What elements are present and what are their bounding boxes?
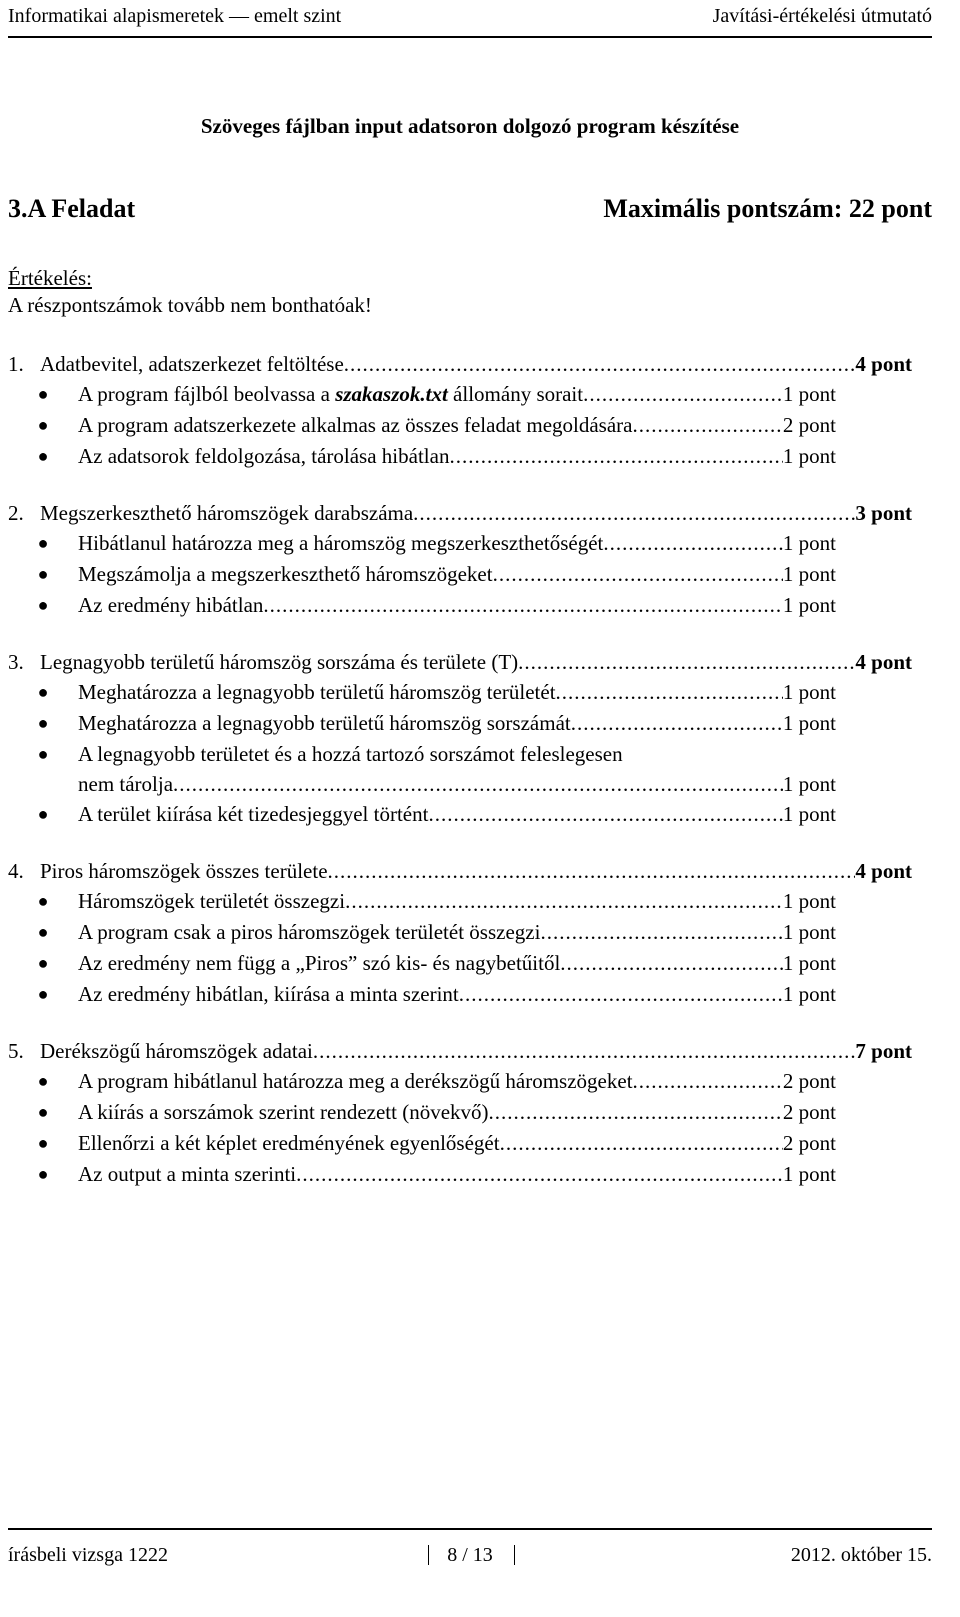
criterion-item	[8, 979, 836, 1010]
criterion-item	[8, 886, 836, 917]
criterion-points: 1 pont	[782, 562, 836, 586]
leader-dots	[633, 1066, 783, 1096]
score-section-3	[8, 647, 912, 830]
header-rule	[8, 36, 932, 38]
section-points: 4 pont	[855, 859, 912, 883]
bullet-icon: ●	[37, 415, 49, 435]
section-heading	[8, 647, 912, 677]
section-points: 4 pont	[855, 650, 912, 674]
criterion-text: Megszámolja a megszerkeszthető háromszögeket	[78, 562, 493, 586]
bullet-icon: ●	[37, 682, 49, 702]
page-number: 8 / 13	[447, 1543, 493, 1566]
bullet-icon: ●	[37, 984, 49, 1004]
criterion-item	[8, 799, 836, 830]
bullet-icon: ●	[37, 891, 49, 911]
criterion-points: 2 pont	[782, 413, 836, 437]
criterion-text: A program hibátlanul határozza meg a derékszögű háromszögeket	[78, 1069, 633, 1093]
leader-dots	[328, 856, 856, 886]
criterion-item	[8, 559, 836, 590]
bullet-icon: ●	[37, 953, 49, 973]
criterion-item	[8, 1097, 836, 1128]
section-number: 1.	[8, 352, 24, 376]
criterion-item	[8, 739, 836, 799]
section-points: 3 pont	[855, 501, 912, 525]
leader-dots	[583, 379, 783, 409]
section-number: 5.	[8, 1039, 24, 1063]
page-footer	[8, 1541, 932, 1569]
criterion-points: 1 pont	[782, 711, 836, 735]
section-heading	[8, 498, 912, 528]
leader-dots	[344, 349, 856, 379]
score-section-2	[8, 498, 912, 621]
bullet-icon: ●	[37, 804, 49, 824]
section-title: Megszerkeszthető háromszögek darabszáma	[40, 501, 414, 525]
leader-dots	[556, 677, 783, 707]
criterion-text: Az eredmény hibátlan	[78, 593, 264, 617]
section-number: 2.	[8, 501, 24, 525]
criterion-text: Háromszögek területét összegzi	[78, 889, 346, 913]
criterion-item	[8, 1128, 836, 1159]
header-right: Javítási-értékelési útmutató	[712, 4, 932, 27]
leader-dots	[313, 1036, 856, 1066]
header-left: Informatikai alapismeretek — emelt szint	[8, 4, 342, 27]
bullet-icon: ●	[37, 384, 49, 404]
criterion-item	[8, 379, 836, 410]
bullet-icon: ●	[37, 1071, 49, 1091]
criterion-text: Hibátlanul határozza meg a háromszög megszerkeszthetőségét	[78, 531, 604, 555]
leader-dots	[449, 441, 782, 471]
criterion-points: 1 pont	[782, 920, 836, 944]
criterion-points: 1 pont	[782, 593, 836, 617]
criterion-text: Meghatározza a legnagyobb területű háromszög területét	[78, 680, 556, 704]
leader-dots	[459, 979, 783, 1009]
criterion-points: 1 pont	[782, 680, 836, 704]
leader-dots	[413, 498, 855, 528]
section-title: Derékszögű háromszögek adatai	[40, 1039, 313, 1063]
evaluation-heading: Értékelés:	[8, 266, 92, 290]
section-number: 3.	[8, 650, 24, 674]
section-number: 4.	[8, 859, 24, 883]
criterion-item	[8, 441, 836, 472]
bullet-icon: ●	[37, 922, 49, 942]
criterion-points: 1 pont	[782, 444, 836, 468]
score-sections	[8, 349, 912, 1216]
bullet-icon: ●	[37, 564, 49, 584]
criterion-item	[8, 410, 836, 441]
bullet-icon: ●	[37, 1102, 49, 1122]
task-title: 3.A Feladat	[8, 194, 136, 223]
criterion-points: 1 pont	[782, 889, 836, 913]
criterion-text: Ellenőrzi a két képlet eredményének egyenlőségét	[78, 1131, 500, 1155]
criterion-text: Az adatsorok feldolgozása, tárolása hibátlan	[78, 444, 450, 468]
bullet-icon: ●	[37, 713, 49, 733]
criterion-item	[8, 528, 836, 559]
leader-dots	[263, 590, 782, 620]
section-heading	[8, 1036, 912, 1066]
criterion-item	[8, 1066, 836, 1097]
section-points: 7 pont	[855, 1039, 912, 1063]
filename: szakaszok.txt	[335, 382, 448, 406]
leader-dots	[560, 948, 783, 978]
criterion-text: A kiírás a sorszámok szerint rendezett (növekvő)	[78, 1100, 489, 1124]
bullet-icon: ●	[37, 595, 49, 615]
criterion-text: A legnagyobb területet és a hozzá tartozó sorszámot feleslegesen	[78, 742, 623, 766]
document-page	[8, 0, 932, 1617]
footer-left: írásbeli vizsga 1222	[8, 1543, 168, 1566]
leader-dots	[296, 1159, 783, 1189]
criterion-item	[8, 917, 836, 948]
task-heading	[8, 194, 932, 224]
criterion-item	[8, 590, 836, 621]
task-max-points: Maximális pontszám: 22 pont	[603, 194, 932, 223]
leader-dots	[493, 559, 783, 589]
leader-dots	[500, 1128, 783, 1158]
criterion-text: A program csak a piros háromszögek területét összegzi	[78, 920, 541, 944]
criterion-text: A program fájlból beolvassa a szakaszok.txt állomány sorait	[78, 382, 584, 406]
section-points: 4 pont	[855, 352, 912, 376]
section-title: Legnagyobb területű háromszög sorszáma és területe (T)	[40, 650, 519, 674]
criterion-points: 1 pont	[782, 982, 836, 1006]
criterion-text: A terület kiírása két tizedesjeggyel történt	[78, 802, 429, 826]
score-section-4	[8, 856, 912, 1010]
score-section-5	[8, 1036, 912, 1190]
criterion-item	[8, 1159, 836, 1190]
leader-dots	[489, 1097, 783, 1127]
criterion-item	[8, 948, 836, 979]
section-heading	[8, 856, 912, 886]
document-title: Szöveges fájlban input adatsoron dolgozó program készítése	[200, 114, 740, 138]
footer-divider	[428, 1545, 429, 1565]
footer-rule	[8, 1528, 932, 1530]
criterion-text: Az eredmény hibátlan, kiírása a minta szerint	[78, 982, 459, 1006]
leader-dots	[540, 917, 782, 947]
criterion-text: A program adatszerkezete alkalmas az összes feladat megoldására	[78, 413, 633, 437]
criterion-points: 1 pont	[782, 382, 836, 406]
criterion-points: 1 pont	[782, 1162, 836, 1186]
bullet-icon: ●	[37, 1164, 49, 1184]
criterion-points: 2 pont	[782, 1131, 836, 1155]
leader-dots	[518, 647, 855, 677]
leader-dots	[603, 528, 783, 558]
criterion-points: 2 pont	[782, 1069, 836, 1093]
bullet-icon: ●	[37, 1133, 49, 1153]
score-section-1	[8, 349, 912, 472]
criterion-text: Az output a minta szerinti	[78, 1162, 297, 1186]
criterion-item	[8, 708, 836, 739]
leader-dots	[428, 799, 782, 829]
criterion-points: 1 pont	[782, 772, 836, 796]
section-title: Piros háromszögek összes területe	[40, 859, 328, 883]
criterion-points: 2 pont	[782, 1100, 836, 1124]
page-header	[8, 2, 932, 30]
section-heading	[8, 349, 912, 379]
criterion-points: 1 pont	[782, 802, 836, 826]
section-title: Adatbevitel, adatszerkezet feltöltése	[40, 352, 344, 376]
criterion-item	[8, 677, 836, 708]
leader-dots	[632, 410, 782, 440]
leader-dots	[173, 769, 783, 799]
bullet-icon: ●	[37, 744, 49, 764]
evaluation-note: A részpontszámok tovább nem bonthatóak!	[8, 293, 372, 317]
criterion-text-continued: nem tárolja	[78, 772, 174, 796]
leader-dots	[345, 886, 783, 916]
footer-right: 2012. október 15.	[790, 1543, 932, 1566]
criterion-points: 1 pont	[782, 951, 836, 975]
bullet-icon: ●	[37, 446, 49, 466]
bullet-icon: ●	[37, 533, 49, 553]
leader-dots	[571, 708, 783, 738]
criterion-points: 1 pont	[782, 531, 836, 555]
footer-divider	[514, 1545, 515, 1565]
criterion-text: Meghatározza a legnagyobb területű háromszög sorszámát	[78, 711, 571, 735]
criterion-text: Az eredmény nem függ a „Piros” szó kis- és nagybetűitől	[78, 951, 561, 975]
